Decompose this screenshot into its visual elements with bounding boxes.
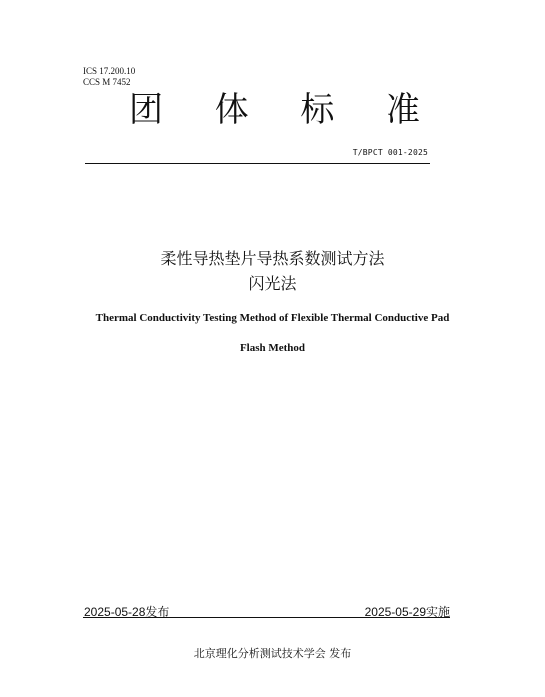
issue-date: 2025-05-28发布 <box>84 605 170 619</box>
footer-divider <box>83 617 450 618</box>
header-divider <box>85 163 430 164</box>
implementation-date: 2025-05-29实施 <box>364 605 450 619</box>
english-title-line-2: Flash Method <box>239 342 306 354</box>
english-title-line-1: Thermal Conductivity Testing Method of Flexible Thermal Conductive Pad <box>95 312 450 324</box>
heading-char-2: 体 <box>214 90 249 130</box>
heading-char-1: 团 <box>129 90 163 130</box>
publisher: 北京理化分析测试技术学会 发布 <box>193 647 352 660</box>
chinese-title-line-2: 闪光法 <box>248 274 297 293</box>
chinese-title-line-1: 柔性导热垫片导热系数测试方法 <box>160 249 385 268</box>
group-standard-heading <box>85 90 430 130</box>
standard-number: T/BPCT 001-2025 <box>352 148 428 157</box>
ics-code: ICS 17.200.10 <box>83 66 136 76</box>
heading-char-3: 标 <box>300 90 335 130</box>
ccs-code: CCS M 7452 <box>83 77 131 87</box>
heading-char-4: 准 <box>385 90 420 130</box>
